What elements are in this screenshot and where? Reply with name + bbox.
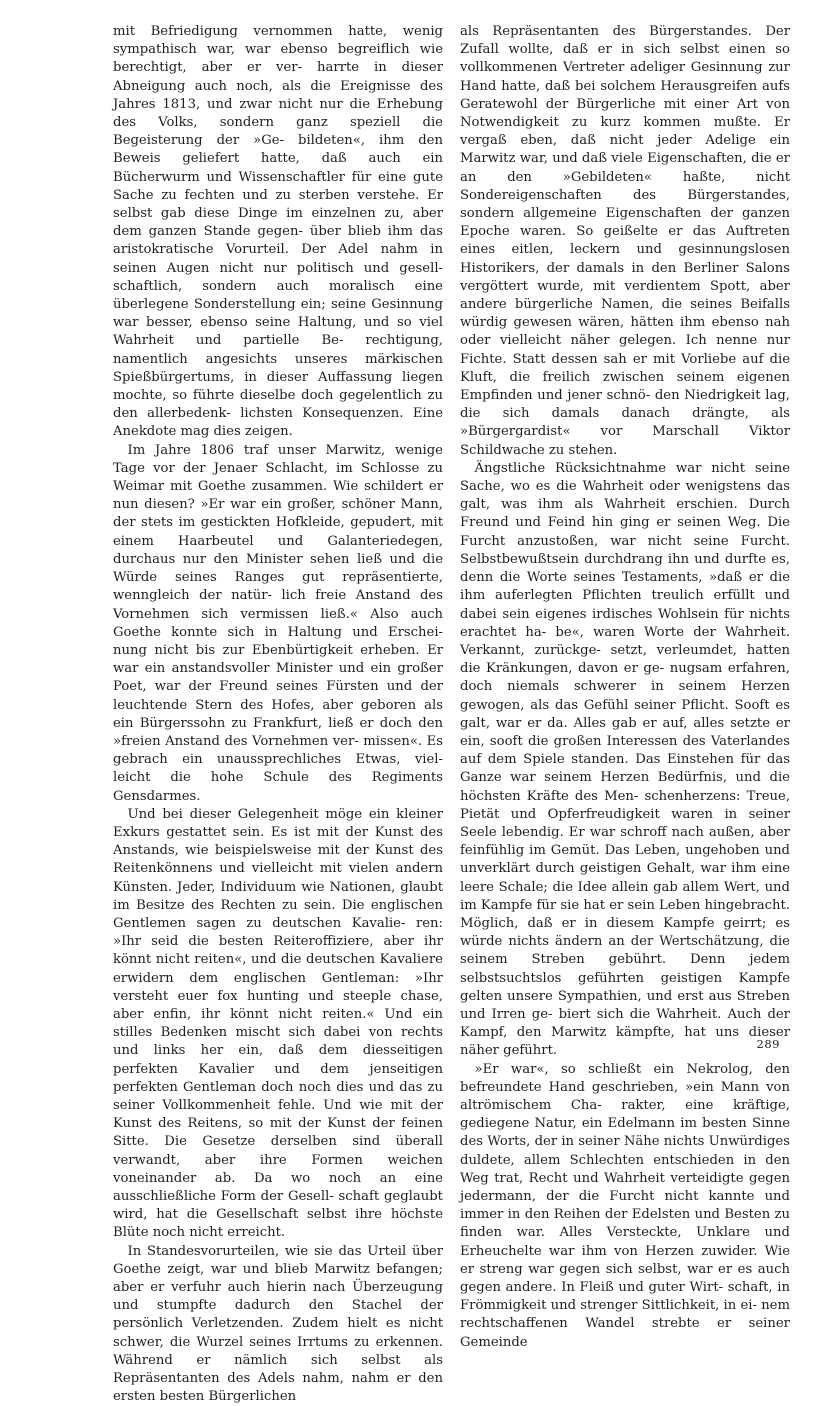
text-line: Hand geschrieben, »ein Mann von altrömischem Cha-: [460, 1079, 790, 1113]
text-line: und daß viele Eigenschaften, die er an den »Gebildeten«: [460, 151, 790, 185]
text-line: schaftlich, sondern auch moralisch eine überlegene: [113, 278, 443, 313]
text-line: so führte dieselbe doch gegelentlich zu den allerbedenk-: [113, 388, 443, 422]
text-line: Adels nahm, nahm er den ersten besten Bürgerlichen: [113, 1371, 443, 1405]
text-line: nung nicht bis zur Ebenbürtigkeit erheben. Er war ein: [113, 642, 443, 677]
text-line: jedermann, der die Furcht nicht kannte und immer in: [460, 1189, 790, 1223]
page-number: 289: [756, 1037, 780, 1051]
text-line: beispielsweise mit der Kunst des Reitenkönnens und: [113, 843, 443, 877]
text-line: als »Bürgergardist« vor Marschall Viktor Schildwache: [460, 406, 790, 458]
text-line: anstandsvoller Minister und ein großer Poet, war der: [113, 661, 443, 695]
text-line: die großen Interessen des Vaterlandes auf dem Spiele: [460, 733, 790, 768]
text-line: die ihm auferlegten Pflichten treulich erfüllt und dabei: [460, 570, 790, 622]
text-line: Unwürdiges duldete, allem Schlechten entschieden in: [460, 1134, 790, 1168]
text-line: zu fechten und zu sterben verstehe. Er selbst gab diese: [113, 187, 444, 222]
text-line: missen«. Es gebrach ein unaussprechliches Etwas, viel-: [113, 733, 443, 768]
text-line: durchaus nur den Minister sehen ließ und die Würde: [113, 551, 443, 586]
text-line: haßte, nicht Sondereigenschaften des Bürgerstandes,: [460, 169, 790, 203]
text-line: Art von Notwendigkeit zu kurz kommen mußte. Er: [460, 96, 791, 131]
text-line: Also auch Goethe konnte sich in Haltung und Erschei-: [113, 606, 443, 640]
text-line: adeliger Gesinnung zur Hand hatte, daß bei solchem: [460, 60, 790, 94]
text-line: Sonderstellung ein; seine Gesinnung war besser, ebenso: [113, 297, 443, 331]
text-line: Ängstliche Rücksichtnahme war nicht seine Sache,: [460, 460, 790, 495]
text-line: Kavalier und dem jenseitigen perfekten Gentleman doch: [113, 1061, 443, 1095]
text-line: war, war ebenso begreiflich wie berechtigt, aber er ver-: [113, 42, 443, 76]
text-line: wie Nationen, glaubt im Besitze des Rechten zu sein.: [113, 879, 444, 913]
text-line: be«, waren Worte der Wahrheit. Verkannt, zurückge-: [460, 624, 790, 658]
paragraph: [460, 1061, 790, 1352]
text-line: daß er in sich selbst einen so vollkommenen Vertreter: [460, 42, 790, 76]
text-line: seines Ranges gut repräsentierte, wenngleich der natür-: [113, 570, 443, 604]
text-line: ließ er doch den »freien Anstand des Vornehmen ver-: [113, 715, 443, 749]
text-line: ren: »Ihr seid die besten Reiteroffiziere, aber ihr könnt: [113, 915, 443, 968]
text-line: wo es die Wahrheit oder wenigstens das galt, was ihm: [460, 479, 790, 513]
text-line: Schale; die Idee allein gab allem Wert, und im Kampfe: [460, 879, 790, 913]
text-line: nugsam erfahren, doch niemals schwerer in seinem: [460, 661, 790, 695]
text-line: den Reihen der Edelsten und Besten zu finden war.: [460, 1207, 790, 1241]
text-line: sondern allgemeine Eigenschaften der ganzen Epoche: [460, 206, 790, 240]
text-line: zu stehen.: [548, 442, 618, 458]
text-line: der Jenaer Schlacht, im Schlosse zu Weimar mit Goethe: [113, 460, 443, 495]
text-line: Freund seines Fürsten und der leuchtende Stern des: [113, 679, 443, 713]
text-line: gepudert, mit einem Haarbeutel und Galanteriedegen,: [113, 515, 443, 549]
text-line: Spießbürgertums, in dieser Auffassung liegen mochte,: [113, 369, 443, 404]
text-line: den Weg trat, Recht und Wahrheit verteidigte gegen: [460, 1152, 790, 1186]
text-line: Herzen Bedürfnis, und die höchsten Kräfte des Men-: [460, 770, 790, 804]
text-line: als Repräsentanten des Bürgerstandes. Der Zufall wollte,: [460, 24, 790, 58]
text-line: standen. Das Einstehen für das Ganze war seinem: [460, 752, 790, 786]
text-line: Alles Versteckte, Unklare und Erheuchelte war ihm von: [460, 1225, 790, 1259]
text-line: seine Haltung, und so viel Wahrheit und partielle Be-: [113, 315, 443, 349]
paragraph: [460, 460, 790, 1061]
text-line: vielleicht mit vielen andern Künsten. Jeder, Individuum: [113, 861, 444, 895]
text-line: vergaß eben, daß nicht jeder Adelige ein Marwitz war,: [460, 133, 790, 167]
paragraph: [460, 23, 790, 460]
text-line: Und bei dieser Gelegenheit möge ein kleiner Exkurs: [113, 806, 443, 840]
text-line: galt, war er da. Alles gab er auf, alles setzte er ein, sooft: [460, 715, 790, 749]
text-line: nahm in seinen Augen nicht nur politisch und gesell-: [113, 242, 443, 276]
text-line: Im Jahre 1806 traf unser Marwitz, wenige Tage vor: [113, 442, 443, 476]
text-line: Während er nämlich sich selbst als Repräsentanten des: [113, 1352, 443, 1387]
text-line: setzt, verleumdet, hatten die Kränkungen, davon er ge-: [460, 642, 790, 677]
text-line: zeigt, war und blieb Marwitz befangen; aber er verfuhr: [113, 1261, 443, 1296]
text-line: für sie hat er sein Leben hingebracht. Möglich, daß er: [460, 897, 790, 931]
text-line: hunting und steeple chase, aber enfin, ihr könnt nicht: [113, 988, 443, 1022]
text-line: ging er seinen Weg. Die Furcht anzustoßen, war nicht: [460, 515, 790, 549]
text-line: unverklärt durch geistigen Gehalt, war ihm eine leere: [460, 861, 790, 895]
text-line: der Wertschätzung, die seinem Streben gebührt. Denn: [460, 934, 790, 968]
text-line: unsere Sympathien, und erst aus Streben und Irren ge-: [460, 988, 790, 1022]
text-line: es nicht schwer, die Wurzel seines Irrtums zu erkennen.: [113, 1316, 444, 1350]
text-line: schaft geglaubt wird, hat die Gesellschaft selbst ihre: [113, 1189, 443, 1223]
paragraph: [113, 1243, 443, 1406]
paragraph: [113, 23, 443, 442]
text-line: rechts und links her ein, daß dem diesseitigen perfekten: [113, 1025, 443, 1077]
text-line: noch dies und das zu seiner Vollkommenheit fehle.: [113, 1079, 443, 1113]
text-line: aber andere bürgerliche Namen, die seines Beifalls: [460, 278, 790, 313]
text-line: mit Befriedigung vernommen hatte, wenig sympathisch: [113, 24, 443, 58]
text-line: über blieb ihm das aristokratische Vorurteil. Der Adel: [113, 224, 444, 258]
text-line: großer, schöner Mann, der stets im gestickten Hofkleide,: [113, 497, 443, 531]
text-line: höchste Blüte noch nicht erreicht.: [113, 1207, 443, 1241]
text-line: sein eigenes irdisches Wohlsein für nichts erachtet ha-: [460, 606, 790, 640]
text-line: war er es auch gegen andere. In Fleiß und guter Wirt-: [460, 1261, 790, 1296]
text-line: leicht die hohe Schule des Regiments Gensdarmes.: [113, 770, 443, 804]
text-line: rakter, eine kräftige, gediegene Natur, ein Edelmann: [460, 1097, 790, 1132]
text-line: würdig gewesen wären, hätten ihm ebenso nah oder: [460, 315, 790, 349]
text-line: In Standesvorurteilen, wie sie das Urteil über Goethe: [113, 1243, 443, 1277]
text-line: des Jahres 1813, und zwar nicht nur die Erhebung des: [113, 78, 443, 131]
paragraph: [113, 806, 443, 1243]
text-line: dessen sah er mit Vorliebe auf die Kluft, die freilich: [460, 351, 790, 385]
text-line: in seiner Seele lebendig. Er war schroff nach außen,: [460, 806, 790, 840]
text-line: jedem selbstsuchtslos geführten geistigen Kampfe gelten: [460, 952, 790, 1004]
text-line: Dinge im einzelnen zu, aber dem ganzen Stande gegen-: [113, 206, 444, 240]
text-line: Berliner Salons vergöttert wurde, mit verdientem Spott,: [460, 260, 790, 294]
text-line: Bücherwurm und Wissenschaftler für eine gute Sache: [113, 169, 443, 203]
text-line: rechtigung, namentlich angesichts unseres märkischen: [113, 333, 443, 367]
text-line: zusammen. Wie schildert er nun diesen? »Er war ein: [113, 479, 443, 513]
text-line: verwandt, aber ihre Formen weichen voneinander ab.: [113, 1152, 443, 1186]
text-line: dem englischen Gentleman: »Ihr versteht euer fox: [113, 970, 443, 1004]
text-line: vielleicht näher gelegen. Ich nenne nur Fichte. Statt: [460, 333, 790, 367]
text-line: Herausgreifen aufs Geratewohl der Bürgerliche mit einer: [460, 78, 790, 112]
text-line: und gesinnungslosen Historikers, der damals in den: [460, 242, 790, 276]
text-line: Und wie mit der Kunst des Reitens, so mit der Kunst: [113, 1097, 443, 1132]
text-line: reiten.« Und ein stilles Bedenken mischt sich dabei von: [113, 1006, 443, 1041]
text-line: lichsten Konsequenzen. Eine Anekdote mag dies zeigen.: [113, 406, 443, 440]
text-line: Da wo noch an eine ausschließliche Form der Gesell-: [113, 1170, 443, 1204]
text-line: durfte es, denn die Worte seines Testaments, »daß er: [460, 551, 791, 586]
text-line: auch hierin nach Überzeugung und stumpfte dadurch: [113, 1280, 443, 1314]
text-line: Volks, sondern ganz speziell die Begeisterung der »Ge-: [113, 115, 443, 149]
text-line: bildeten«, ihm den Beweis geliefert hatte, daß auch ein: [113, 133, 443, 167]
text-line: der feinen Sitte. Die Gesetze derselben sind überall: [113, 1116, 444, 1150]
paragraph: [113, 442, 443, 806]
text-line: Herzen zuwider. Wie er streng war gegen sich selbst,: [460, 1243, 790, 1277]
text-line: zwischen seinem eigenen Empfinden und jener schnö-: [460, 369, 790, 404]
text-line: in diesem Kampfe geirrt; es würde nichts ändern an: [460, 915, 790, 950]
text-line: kämpfte, hat uns dieser näher geführt.: [460, 1025, 790, 1059]
text-line: Hofes, aber geboren als ein Bürgerssohn zu Frankfurt,: [113, 697, 443, 731]
text-line: den Niedrigkeit lag, die sich damals danach drängte,: [460, 388, 790, 422]
text-line: seine Furcht. Selbstbewußtsein durchdrang ihn und: [460, 533, 790, 567]
text-line: waren. So geißelte er das Auftreten eines eitlen, leckern: [460, 224, 791, 258]
text-line: aber feinfühlig im Gemüt. Das Leben, ungehoben und: [460, 824, 790, 859]
text-line: »Er war«, so schließt ein Nekrolog, den befreundete: [460, 1061, 790, 1095]
text-line: Die englischen Gentlemen sagen zu deutschen Kavalie-: [113, 897, 443, 931]
text-line: biert sich die Wahrheit. Auch der Kampf, den Marwitz: [460, 1006, 790, 1041]
right-text-column: [460, 23, 790, 1352]
text-line: lich freie Anstand des Vornehmen sich vermissen ließ.«: [113, 588, 444, 622]
text-line: schaft, in Frömmigkeit und strenger Sittlichkeit, in ei-: [460, 1280, 790, 1314]
text-line: den Stachel der persönlich Verletzenden. Zudem hielt: [113, 1298, 443, 1332]
text-line: nicht reiten«, und die deutschen Kavaliere erwidern: [113, 952, 443, 986]
text-line: im besten Sinne des Worts, der in seiner Nähe nichts: [460, 1116, 790, 1150]
left-text-column: [113, 23, 443, 1406]
text-line: nem rechtschaffenen Wandel strebte er seiner Gemeinde: [460, 1298, 790, 1350]
text-line: als Wahrheit erschien. Durch Freund und Feind hin: [460, 497, 790, 531]
text-line: harrte in dieser Abneigung auch noch, als die Ereignisse: [113, 60, 443, 94]
text-line: schenherzens: Treue, Pietät und Opferfreudigkeit waren: [460, 788, 791, 822]
text-line: gestattet sein. Es ist mit der Kunst des Anstands, wie: [113, 824, 444, 859]
text-line: Herzen gewogen, als das Gefühl seiner Pflicht. Sooft es: [460, 679, 790, 713]
